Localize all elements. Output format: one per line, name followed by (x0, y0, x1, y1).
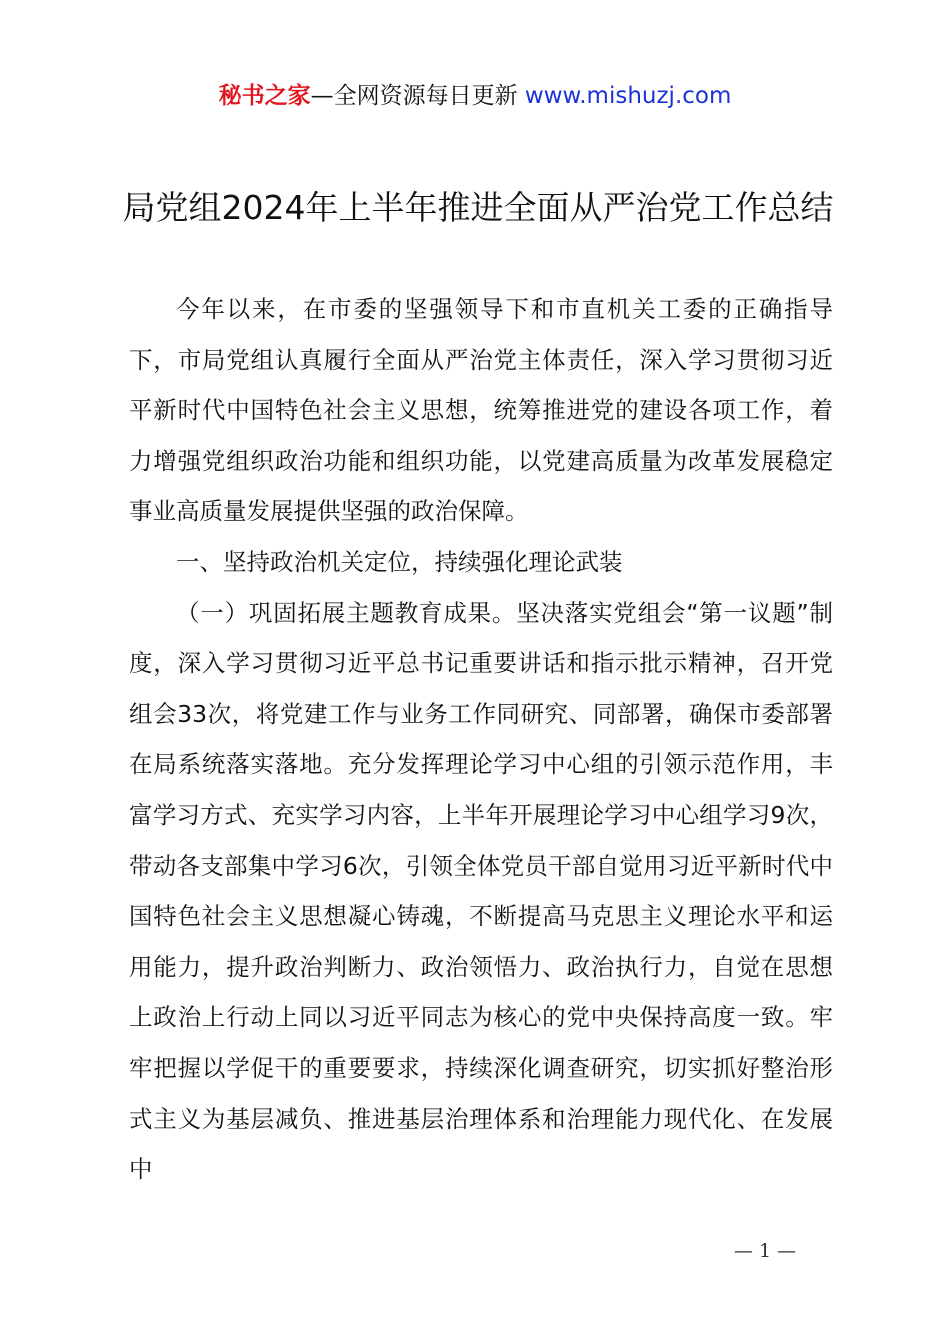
document-body (129, 284, 833, 1195)
banner-url-link[interactable]: www.mishuzj.com (524, 83, 732, 109)
section-heading: 一、坚持政治机关定位，持续强化理论武装 (176, 547, 623, 576)
banner-brand: 秘书之家 (218, 83, 311, 109)
site-banner (0, 80, 950, 112)
intro-paragraph: 今年以来，在市委的坚强领导下和市直机关工委的正确指导下，市局党组认真履行全面从严治党主体责任，深入学习贯彻习近平新时代中国特色社会主义思想，统筹推进党的建设各项工作，着力增强党组织政治功能和组织功能，以党建高质量为改革发展稳定事业高质量发展提供坚强的政治保障。 (129, 295, 833, 526)
banner-tagline: —全网资源每日更新 (310, 83, 525, 109)
body-paragraph: （一）巩固拓展主题教育成果。坚决落实党组会“第一议题”制度，深入学习贯彻习近平总书记重要讲话和指示批示精神，召开党组会33次，将党建工作与业务工作同研究、同部署，确保市委部署在局系统落实落地。充分发挥理论学习中心组的引领示范作用，丰富学习方式、充实学习内容，上半年开展理论学习中心组学习9次，带动各支部集中学习6次，引领全体党员干部自觉用习近平新时代中国特色社会主义思想凝心铸魂，不断提高马克思主义理论水平和运用能力，提升政治判断力、政治领悟力、政治执行力，自觉在思想上政治上行动上同以习近平同志为核心的党中央保持高度一致。牢牢把握以学促干的重要要求，持续深化调查研究，切实抓好整治形式主义为基层减负、推进基层治理体系和治理能力现代化、在发展中 (129, 598, 833, 1184)
document-title: 局党组2024年上半年推进全面从严治党工作总结 (122, 188, 834, 227)
page-number: — 1 — (733, 1240, 797, 1262)
